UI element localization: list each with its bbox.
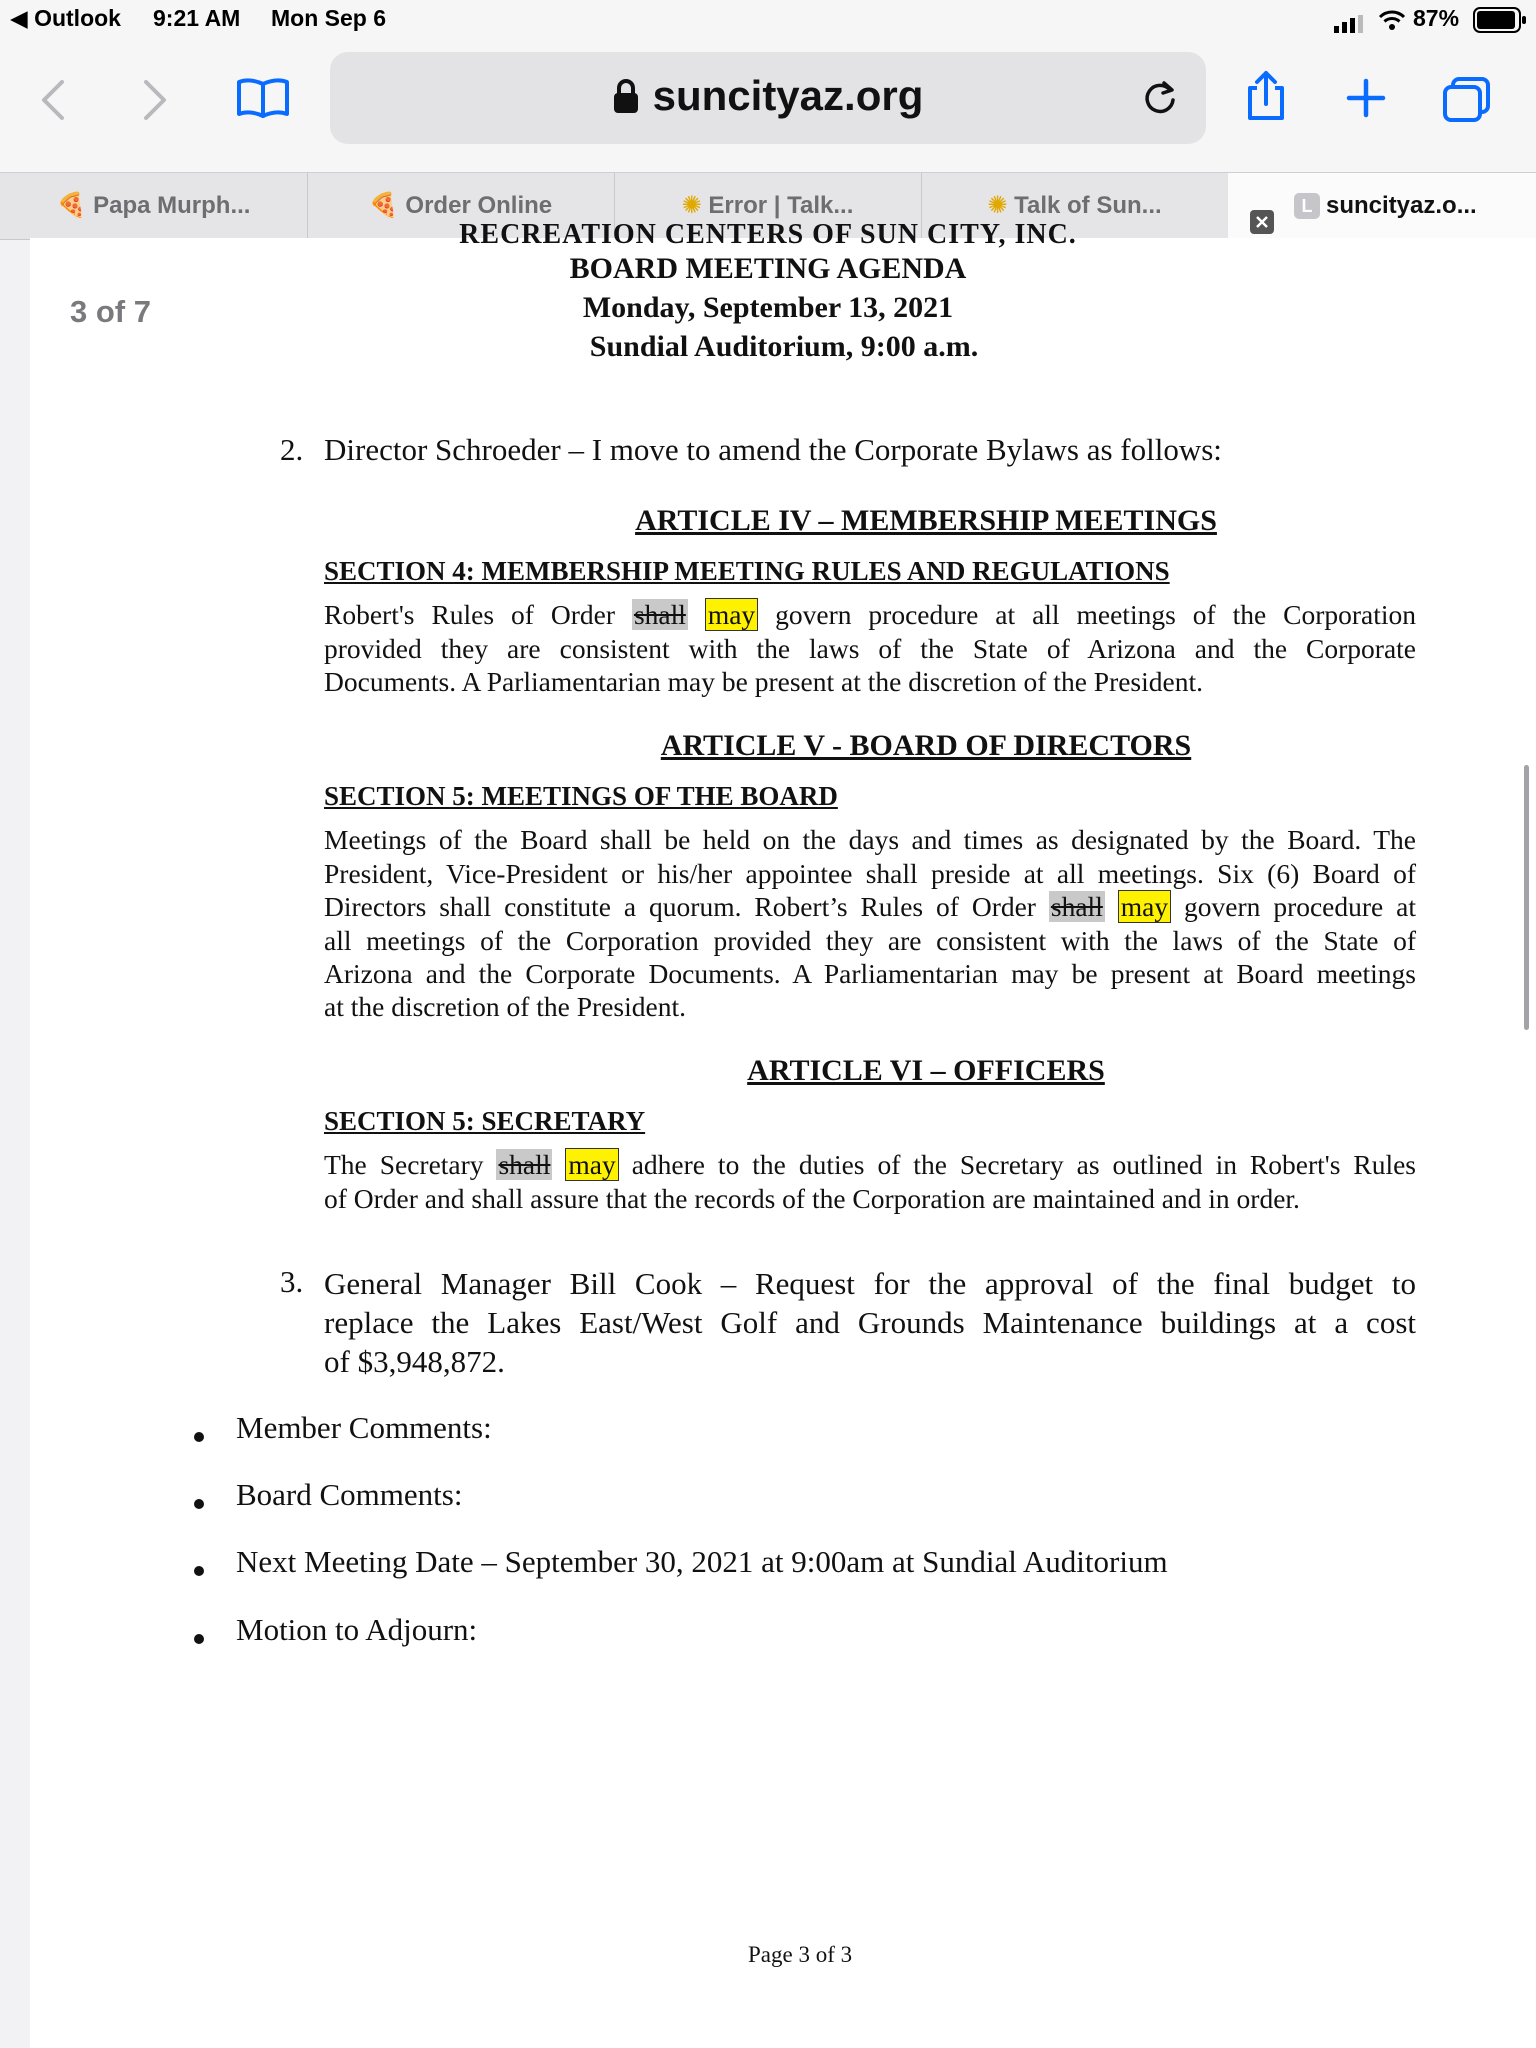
article-4-line-1	[324, 598, 1416, 632]
battery-percent: 87%	[1413, 5, 1460, 31]
article-5-line-2: President, Vice-President or his/her appointee shall preside at all meetings. Six (6) Board of	[324, 858, 1416, 889]
article-5-line-5: Arizona and the Corporate Documents. A Parliamentarian may be present at Board meetings	[324, 958, 1416, 989]
article-5-section-heading: SECTION 5: MEETINGS OF THE BOARD	[324, 781, 838, 811]
letter-l-icon: L	[1294, 193, 1320, 219]
bullet-dot-icon	[194, 1566, 204, 1576]
wifi-icon	[1378, 9, 1406, 37]
pizza-icon: 🍕	[56, 192, 87, 219]
article-4-heading: ARTICLE IV – MEMBERSHIP MEETINGS	[635, 504, 1217, 537]
article-6-line-2: of Order and shall assure that the records of the Corporation are maintained and in order.	[324, 1183, 1300, 1214]
status-date: Mon Sep 6	[271, 5, 387, 31]
text: govern procedure at all meetings of the Corporation	[775, 599, 1416, 630]
bullet-board-comments: Board Comments:	[236, 1477, 463, 1512]
bullet-dot-icon	[194, 1432, 204, 1442]
article-5-line-3	[324, 890, 1416, 924]
sun-icon: ✺	[987, 192, 1008, 219]
deleted-word: shall	[1050, 891, 1103, 922]
agenda-date: Monday, September 13, 2021	[582, 291, 954, 324]
sun-icon: ✺	[681, 192, 702, 219]
text: Robert's Rules of Order	[324, 599, 615, 630]
article-4-line-3: Documents. A Parliamentarian may be present at the discretion of the President.	[324, 666, 1203, 697]
page-indicator: 3 of 7	[70, 294, 151, 329]
text: govern procedure at	[1184, 891, 1417, 922]
text: Directors shall constitute a quorum. Robert’s Rules of Order	[324, 891, 1036, 922]
item-3-line-1: General Manager Bill Cook – Request for the approval of the final budget to	[324, 1266, 1416, 1301]
tab-label: Order Online	[405, 192, 553, 219]
tab-label: Error | Talk...	[708, 192, 854, 219]
cellular-signal-icon	[1334, 12, 1364, 39]
share-icon[interactable]	[1245, 70, 1287, 127]
article-5-line-4: all meetings of the Corporation provided they are consistent with the laws of the State of	[324, 925, 1416, 956]
new-tab-plus-icon[interactable]	[1346, 78, 1386, 123]
bullet-dot-icon	[194, 1499, 204, 1509]
inserted-word: may	[705, 598, 758, 631]
back-to-app-link[interactable]: ◀ Outlook	[10, 5, 121, 31]
inserted-word: may	[1118, 890, 1171, 923]
article-4-line-2: provided they are consistent with the laws of the State of Arizona and the Corporate	[324, 633, 1416, 664]
url-text[interactable]: suncityaz.org	[652, 72, 924, 119]
tab-label: Talk of Sun...	[1014, 192, 1162, 219]
scroll-indicator[interactable]	[1524, 765, 1529, 1030]
article-5-heading: ARTICLE V - BOARD OF DIRECTORS	[660, 729, 1192, 762]
article-4-section-heading: SECTION 4: MEMBERSHIP MEETING RULES AND REGULATIONS	[324, 556, 1170, 586]
tab-overview-icon[interactable]	[1442, 76, 1492, 127]
bullet-member-comments: Member Comments:	[236, 1410, 492, 1445]
item-3-number: 3.	[280, 1264, 304, 1299]
item-2-text: Director Schroeder – I move to amend the Corporate Bylaws as follows:	[324, 432, 1222, 467]
article-6-heading: ARTICLE VI – OFFICERS	[747, 1054, 1105, 1087]
text: The Secretary	[324, 1149, 484, 1180]
item-3-line-3: of $3,948,872.	[324, 1344, 505, 1379]
tab-label: Papa Murph...	[93, 192, 251, 219]
page-footer: Page 3 of 3	[748, 1942, 853, 1967]
clipped-org-header: RECREATION CENTERS OF SUN CITY, INC.	[459, 219, 1077, 250]
status-bar	[0, 0, 1536, 40]
article-6-line-1	[324, 1148, 1416, 1182]
reload-icon[interactable]	[1142, 78, 1178, 121]
article-6-section-heading: SECTION 5: SECRETARY	[324, 1106, 646, 1136]
deleted-word: shall	[633, 599, 686, 630]
inserted-word: may	[565, 1148, 618, 1181]
agenda-location: Sundial Auditorium, 9:00 a.m.	[589, 330, 979, 363]
tab-label: suncityaz.o...	[1326, 192, 1477, 219]
address-bar[interactable]	[330, 52, 1206, 144]
pizza-icon: 🍕	[368, 192, 399, 219]
item-2-number: 2.	[280, 432, 304, 467]
pdf-page	[30, 219, 1536, 2048]
bullet-next-meeting-date: Next Meeting Date – September 30, 2021 at 9:00am at Sundial Auditorium	[236, 1544, 1168, 1579]
back-chevron-icon[interactable]	[38, 78, 68, 127]
forward-chevron-icon[interactable]	[140, 78, 170, 127]
item-3-line-2: replace the Lakes East/West Golf and Grounds Maintenance buildings at a cost	[324, 1305, 1416, 1340]
article-5-line-6: at the discretion of the President.	[324, 991, 686, 1022]
bookmarks-book-icon[interactable]	[236, 76, 290, 125]
status-time: 9:21 AM	[153, 5, 241, 31]
text: adhere to the duties of the Secretary as outlined in Robert's Rules	[631, 1149, 1416, 1180]
deleted-word: shall	[498, 1149, 551, 1180]
bullet-dot-icon	[194, 1634, 204, 1644]
agenda-title: BOARD MEETING AGENDA	[569, 252, 967, 285]
bullet-motion-to-adjourn: Motion to Adjourn:	[236, 1612, 478, 1647]
article-5-line-1: Meetings of the Board shall be held on the days and times as designated by the Board. The	[324, 824, 1416, 855]
battery-icon	[1473, 7, 1527, 39]
